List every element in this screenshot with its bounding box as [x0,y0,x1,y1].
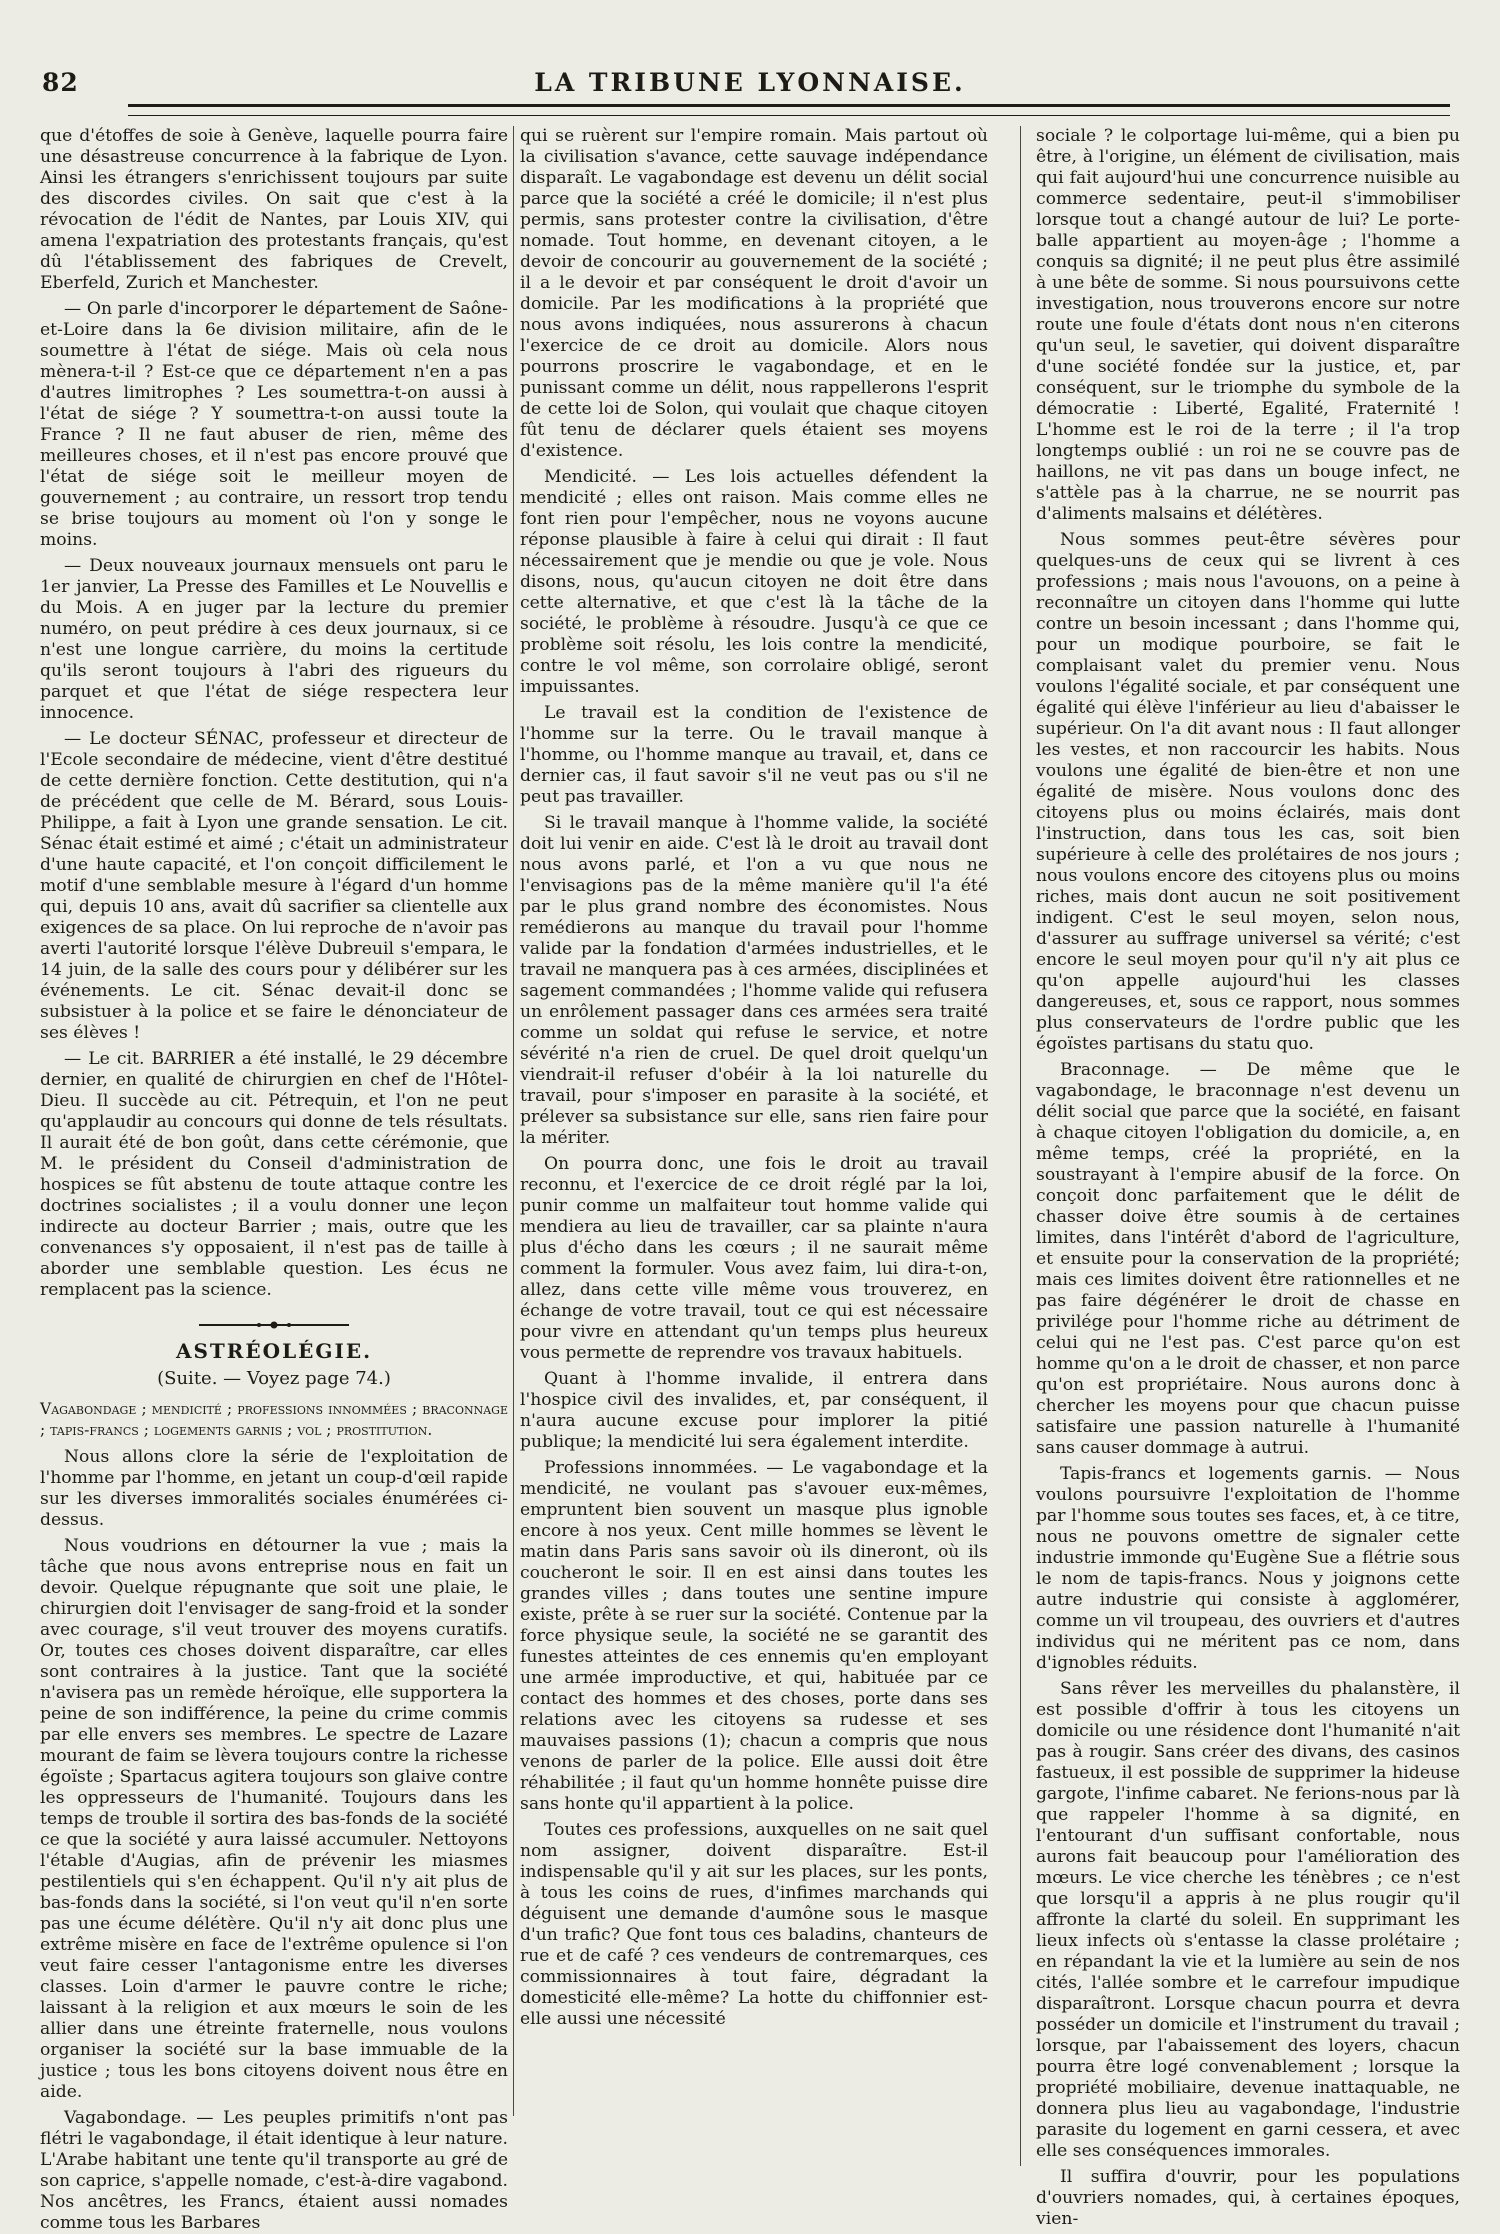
section-title: ASTRÉOLÉGIE. [175,1339,373,1363]
paragraph: qui se ruèrent sur l'empire romain. Mais partout où la civilisation s'avance, cette sauvage indépendance disparaît. Le vagabondage est devenu un délit social parce que la société a créé le domicile; il n'est plus permis, sans protester contre la civilisation, d'être nomade. Tout homme, en devenant citoyen, a le devoir de concourir au gouvernement de la société ; il a le devoir et par conséquent le droit d'avoir un domicile. Par les modifications à la propriété que nous avons indiquées, nous assurerons à chacun l'exercice de ce droit au domicile. Alors nous pourrons proscrire le vagabondage, et en le punissant comme un délit, nous rappellerons l'esprit de cette loi de Solon, qui voulait que chaque citoyen fût tenu de déclarer quels étaient ses moyens d'existence. [520,126,988,461]
paragraph: — Deux nouveaux journaux mensuels ont paru le 1er janvier, La Presse des Familles et Le Nouvellis e du Mois. A en juger par la lecture du premier numéro, on peut prédire à ces deux journaux, si ce n'est une longue carrière, du moins la certitude qu'ils seront toujours à l'abri des rigueurs du parquet et que l'état de siége respectera leur innocence. [40,556,508,723]
column-3 [1036,126,1460,2229]
paragraph: Quant à l'homme invalide, il entrera dans l'hospice civil des invalides, et, par conséquent, il n'aura aucune excuse pour implorer la pitié publique; la mendicité lui sera également interdite. [520,1369,988,1452]
paragraph: — Le cit. BARRIER a été installé, le 29 décembre dernier, en qualité de chirurgien en chef de l'Hôtel-Dieu. Il succède au cit. Pétrequin, et l'on ne peut qu'applaudir au concours qui donne de tels résultats. Il aurait été de bon goût, dans cette cérémonie, que M. le président du Conseil d'administration de hospices se fût abstenu de toute attaque contre les doctrines socialistes ; il a voulu donner une leçon indirecte au docteur Barrier ; mais, outre que les convenances s'y opposaient, il n'est pas de taille à aborder une semblable question. Les écus ne remplacent pas la science. [40,1049,508,1300]
paragraph: — Le docteur SÉNAC, professeur et directeur de l'Ecole secondaire de médecine, vient d'être destitué de cette dernière fonction. Cette destitution, qui n'a de précédent que celle de M. Bérard, sous Louis-Philippe, a fait à Lyon une grande sensation. Le cit. Sénac était estimé et aimé ; c'était un administrateur d'une haute capacité, et l'on conçoit difficilement le motif d'une semblable mesure à l'égard d'un homme qui, depuis 10 ans, avait dû sacrifier sa clientelle aux exigences de sa place. On lui reproche de n'avoir pas averti l'autorité lorsque l'élève Dubreuil s'empara, le 14 juin, de la salle des cours pour y délibérer sur les événements. Le cit. Sénac devait-il donc se subsistuer à la police et se faire le dénonciateur de ses élèves ! [40,729,508,1043]
page-number: 82 [42,68,79,97]
paragraph: Mendicité. — Les lois actuelles défendent la mendicité ; elles ont raison. Mais comme elles ne font rien pour l'empêcher, nous ne voyons aucune réponse plausible à faire à celui qui dirait : Il faut nécessairement que je mendie ou que je vole. Nous disons, nous, qu'aucun citoyen ne doit être dans cette alternative, et que c'est là la tâche de la société, le problème à résoudre. Jusqu'à ce que ce problème soit résolu, les lois contre la mendicité, contre le vol même, son corrolaire obligé, seront impuissantes. [520,467,988,697]
paragraph: Nous voudrions en détourner la vue ; mais la tâche que nous avons entreprise nous en fait un devoir. Quelque répugnante que soit une plaie, le chirurgien doit l'envisager de sang-froid et la sonder avec courage, s'il veut trouver des moyens curatifs. Or, toutes ces choses doivent disparaître, car elles sont contraires à la justice. Tant que la société n'avisera pas un remède héroïque, elle supportera la peine de son indifférence, la peine du crime commis par elle envers ses membres. Le spectre de Lazare mourant de faim se lèvera toujours contre la richesse égoïste ; Spartacus agitera toujours son glaive contre les oppresseurs de l'humanité. Toujours dans les temps de trouble il sortira des bas-fonds de la société ce que la société y aura laissé accumuler. Nettoyons l'étable d'Augias, afin de prévenir les miasmes pestilentiels qui s'en échappent. Qu'il n'y ait plus de bas-fonds dans la société, si l'on veut qu'il n'en sorte pas une écume délétère. Qu'il n'y ait donc plus une extrême misère en face de l'extrême opulence si l'on veut faire cesser l'antagonisme entre les diverses classes. Loin d'armer le pauvre contre le riche; laissant à la religion et aux mœurs le soin de les allier dans une étreinte fraternelle, nous voulons organiser la société sur la base immuable de la justice ; tous les bons citoyens doivent nous être en aide. [40,1536,508,2102]
paragraph: On pourra donc, une fois le droit au travail reconnu, et l'exercice de ce droit réglé par la loi, punir comme un malfaiteur tout homme valide qui mendiera au lieu de travailler, car sa plainte n'aura plus d'écho dans les cœurs ; il ne saurait même comment la formuler. Vous avez faim, lui dira-t-on, allez, dans cette ville même vous trouverez, en échange de votre travail, tout ce qui est nécessaire pour vivre en attendant qu'un temps plus heureux vous permette de reprendre vos travaux habituels. [520,1154,988,1363]
paragraph: Le travail est la condition de l'existence de l'homme sur la terre. Ou le travail manque à l'homme, ou l'homme manque au travail, et, dans ce dernier cas, il faut savoir s'il ne veut pas ou s'il ne peut pas travailler. [520,703,988,807]
paragraph: Sans rêver les merveilles du phalanstère, il est possible d'offrir à tous les citoyens un domicile ou une résidence dont l'humanité n'ait pas à rougir. Sans créer des divans, des casinos fastueux, il est possible de supprimer la hideuse gargote, l'infime cabaret. Ne ferions-nous par là que rappeler l'homme à sa dignité, en l'entourant d'un suffisant confortable, nous aurons fait beaucoup pour l'amélioration des mœurs. Le vice cherche les ténèbres ; ce n'est que lorsqu'il a appris à ne plus rougir qu'il affronte la clarté du soleil. En supprimant les lieux infects où s'entasse la classe prolétaire ; en répandant la vie et la lumière au sein de nos cités, l'allée sombre et le carrefour impudique disparaîtront. Lorsque chacun pourra et devra posséder un domicile et l'instrument du travail ; lorsque, par l'abaissement des loyers, chacun pourra être logé convenablement ; lorsque la propriété mobiliaire, devenue inattaquable, ne donnera plus lieu au vagabondage, l'industrie parasite du logement en garni cessera, et avec elle ses conséquences immorales. [1036,1679,1460,2161]
section-subtitle: (Suite. — Voyez page 74.) [157,1368,391,1389]
paragraph: Tapis-francs et logements garnis. — Nous voulons poursuivre l'exploitation de l'homme par l'homme sous toutes ses faces, et, à ce titre, nous ne pouvons omettre de signaler cette industrie immonde qu'Eugène Sue a flétrie sous le nom de tapis-francs. Nous y joignons cette autre industrie qui consiste à agglomérer, comme un vil troupeau, des ouvriers et d'autres individus qui ne méritent pas ce nom, dans d'ignobles réduits. [1036,1464,1460,1673]
paragraph: Nous allons clore la série de l'exploitation de l'homme par l'homme, en jetant un coup-d'œil rapide sur les diverses immoralités sociales énumérées ci-dessus. [40,1447,508,1530]
ornament-divider [199,1321,349,1329]
column-divider [1020,126,1021,2166]
paragraph: sociale ? le colportage lui-même, qui a bien pu être, à l'origine, un élément de civilisation, mais qui fait aujourd'hui une concurrence nuisible au commerce sedentaire, peut-il s'immobiliser lorsque tout a changé autour de lui? Le porte-balle appartient au moyen-âge ; l'homme a conquis sa dignité; il ne peut plus être assimilé à une bête de somme. Si nous poursuivons cette investigation, nous trouverons encore sur notre route une foule d'états dont nous n'en citerons qu'un seul, le savetier, qui doivent disparaître d'une société fondée sur la justice, et, par conséquent, sur le triomphe du symbole de la démocratie : Liberté, Egalité, Fraternité ! L'homme est le roi de la terre ; il l'a trop longtemps oublié : un roi ne se couvre pas de haillons, ne vit pas dans un bouge infect, ne s'attèle pas à la charrue, ne se nourrit pas d'aliments malsains et délétères. [1036,126,1460,524]
paragraph: Toutes ces professions, auxquelles on ne sait quel nom assigner, doivent disparaître. Est-il indispensable qu'il y ait sur les places, sur les ponts, à tous les coins de rues, d'infimes marchands qui déguisent une demande d'aumône sous le masque d'un trafic? Que font tous ces baladins, chanteurs de rue et de café ? ces vendeurs de contremarques, ces commissionnaires à tout faire, dégradant la domesticité elle-même? La hotte du chiffonnier est-elle aussi une nécessité [520,1820,988,2029]
paragraph: Professions innommées. — Le vagabondage et la mendicité, ne voulant pas s'avouer eux-mêmes, empruntent bien souvent un masque plus ignoble encore à nos yeux. Cent mille hommes se lèvent le matin dans Paris sans savoir où ils dineront, où ils coucheront le soir. Il en est ainsi dans toutes les grandes villes ; dans toutes une sentine impure existe, prête à se ruer sur la société. Contenue par la force physique seule, la société ne se garantit des funestes atteintes de ces ennemis qu'en employant une armée improductive, et qui, habituée par ce contact des hommes et des choses, porte dans ses relations avec les citoyens sa rudesse et ses mauvaises passions (1); chacun a compris que nous venons de parler de la police. Elle aussi doit être réhabilitée ; il faut qu'un homme honnête puisse dire sans honte qu'il appartient à la police. [520,1458,988,1814]
journal-title: LA TRIBUNE LYONNAISE. [534,68,966,97]
page-header [0,66,1500,102]
paragraph: Si le travail manque à l'homme valide, la société doit lui venir en aide. C'est là le droit au travail dont nous avons parlé, et l'on a vu que nous ne l'envisagions pas de la même manière qu'il l'a été par le plus grand nombre des économistes. Nous remédierons au manque du travail pour l'homme valide par la fondation d'armées industrielles, et le travail ne manquera pas à ces armées, disciplinées et sagement commandées ; l'homme valide qui refusera un enrôlement passager dans ces armées sera traité comme un soldat qui refuse le service, et notre sévérité n'a rien de cruel. De quel droit quelqu'un viendrait-il refuser d'obéir à la loi naturelle du travail, pour s'imposer en parasite à la société, et prélever sa subsistance sur elle, sans rien faire pour la mériter. [520,813,988,1148]
header-rule [128,104,1450,116]
paragraph: Il suffira d'ouvrir, pour les populations d'ouvriers nomades, qui, à certaines époques, vien- [1036,2167,1460,2229]
paragraph: — On parle d'incorporer le département de Saône-et-Loire dans la 6e division militaire, afin de le soumettre à l'état de siége. Mais où cela nous mènera-t-il ? Est-ce que ce département n'en a pas d'autres limitrophes ? Les soumettra-t-on aussi à l'état de siége ? Y soumettra-t-on aussi toute la France ? Il ne faut abuser de rien, même des meilleures choses, et il n'est pas encore prouvé que l'état de siége soit le meilleur moyen de gouvernement ; au contraire, un ressort trop tendu se brise toujours au moment où l'on y songe le moins. [40,299,508,550]
column-divider [513,126,514,2116]
column-1 [40,126,508,2233]
section-subjects: Vagabondage ; mendicité ; professions innommées ; braconnage ; tapis-francs ; logements garnis ; vol ; prostitution. [40,1400,508,1439]
paragraph: Nous sommes peut-être sévères pour quelques-uns de ceux qui se livrent à ces professions ; mais nous l'avouons, on a peine à reconnaître un citoyen dans l'homme qui lutte contre un besoin incessant ; dans l'homme qui, pour un modique pourboire, se fait le complaisant valet du premier venu. Nous voulons l'égalité sociale, et par conséquent une égalité qui élève l'inférieur au lieu d'abaisser le supérieur. On l'a dit avant nous : Il faut allonger les vestes, et non raccourcir les habits. Nous voulons une égalité de bien-être et non une égalité de misère. Nous voulons donc des citoyens plus ou moins éclairés, mais dont l'instruction, dans tous les cas, soit bien supérieure à celle des prolétaires de nos jours ; nous voulons encore des citoyens plus ou moins riches, mais dont aucun ne soit positivement indigent. C'est le seul moyen, selon nous, d'assurer au suffrage universel sa vérité; c'est encore le seul moyen pour qu'il n'y ait plus ce qu'on appelle aujourd'hui les classes dangereuses, et, sous ce rapport, nous sommes plus conservateurs de l'ordre public que les égoïstes partisans du statu quo. [1036,530,1460,1054]
paragraph: Vagabondage. — Les peuples primitifs n'ont pas flétri le vagabondage, il était identique à leur nature. L'Arabe habitant une tente qu'il transporte au gré de son caprice, s'appelle nomade, c'est-à-dire vagabond. Nos ancêtres, les Francs, étaient aussi nomades comme tous les Barbares [40,2108,508,2233]
paragraph: que d'étoffes de soie à Genève, laquelle pourra faire une désastreuse concurrence à la fabrique de Lyon. Ainsi les étrangers s'enrichissent toujours par suite des discordes civiles. On sait que c'est à la révocation de l'édit de Nantes, par Louis XIV, qui amena l'expatriation des protestants français, qu'est dû l'établissement des fabriques de Crevelt, Eberfeld, Zurich et Manchester. [40,126,508,293]
column-2 [520,126,988,2176]
paragraph: Braconnage. — De même que le vagabondage, le braconnage n'est devenu un délit social que parce que la société, en faisant à chaque citoyen l'obligation du domicile, a, en même temps, créé la propriété, en la soustrayant à l'empire abusif de la force. On conçoit donc parfaitement que le délit de chasser doive être soumis à de certaines limites, dans l'intérêt d'abord de l'agriculture, et ensuite pour la conservation de la propriété; mais ces limites doivent être rationnelles et ne pas faire dégénérer le droit de chasse en privilége pour l'homme riche au détriment de celui qui ne l'est pas. C'est parce qu'on est homme qu'on a le droit de chasser, et non parce qu'on est propriétaire. Nous aurons donc à chercher les moyens pour que chacun puisse satisfaire une passion naturelle à l'humanité sans causer dommage à autrui. [1036,1060,1460,1458]
